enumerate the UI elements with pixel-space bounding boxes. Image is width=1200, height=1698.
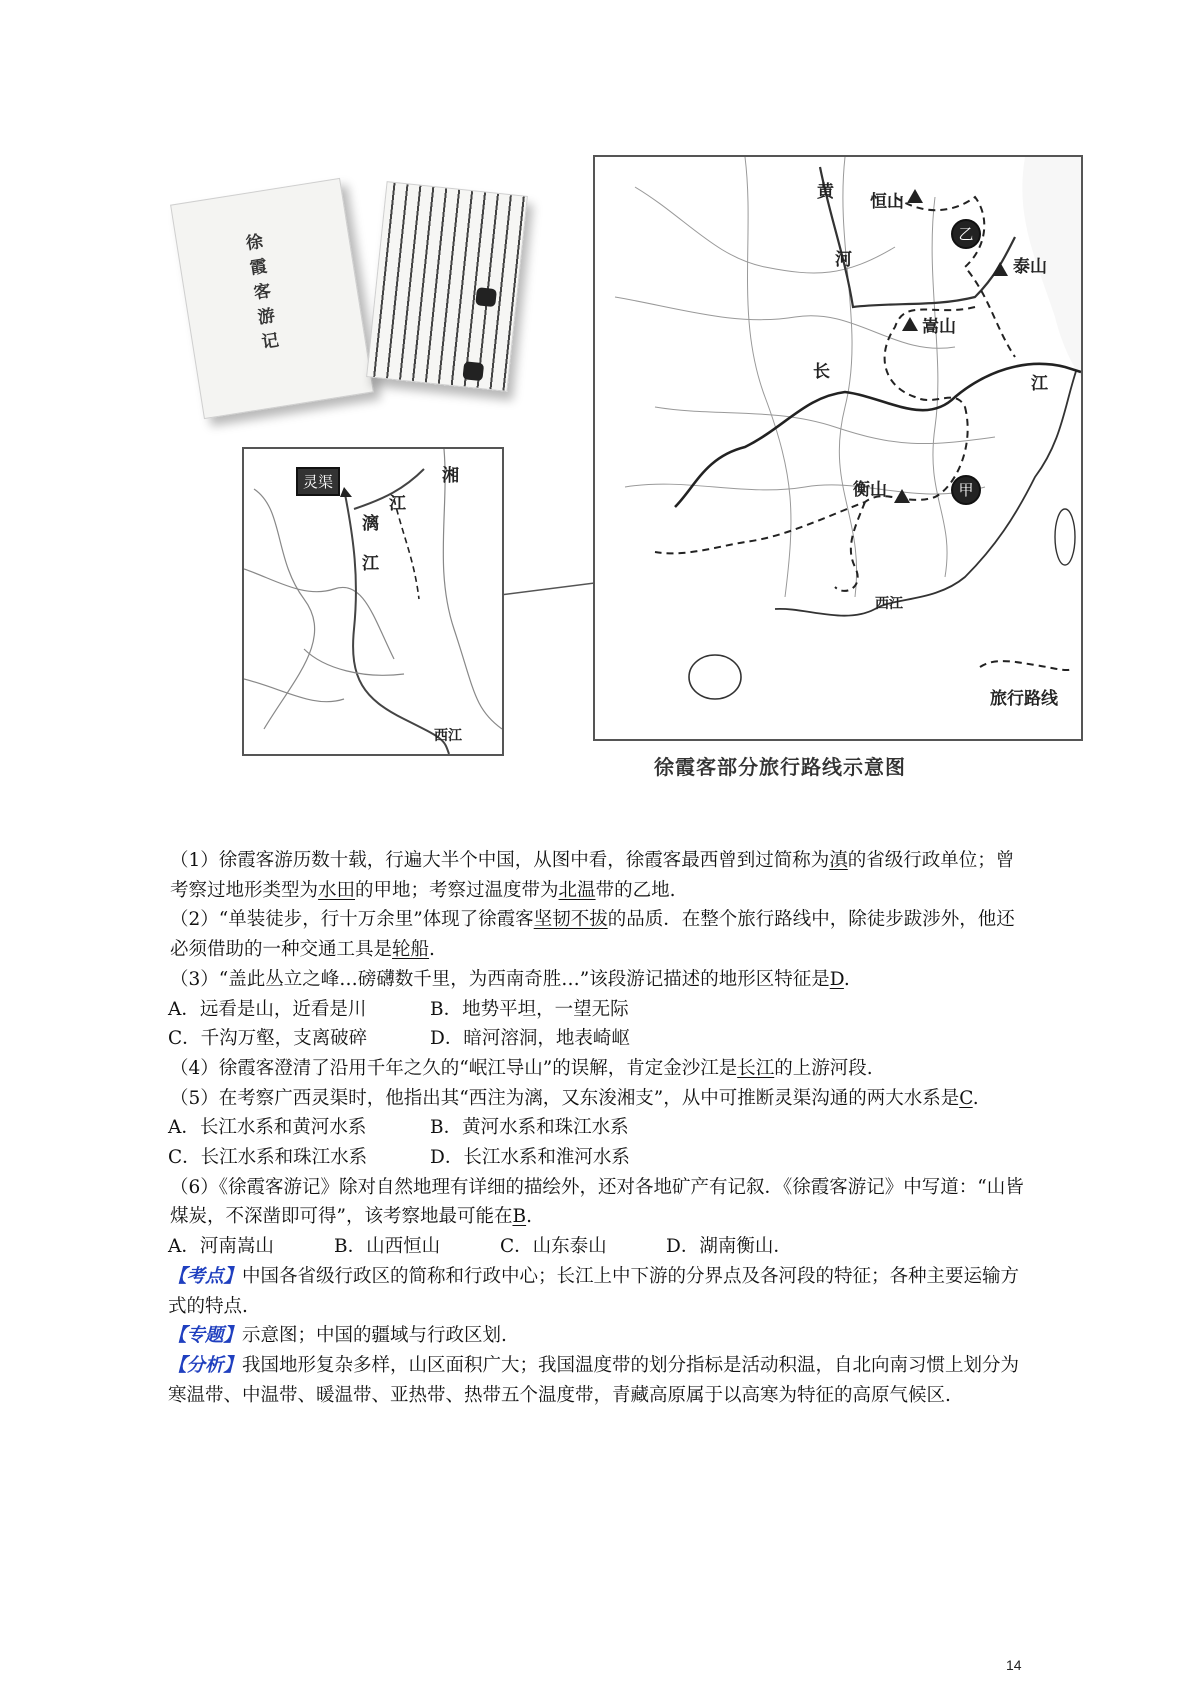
lingqu-inset-map — [242, 447, 504, 756]
q4-text: 的上游河段. — [774, 1057, 873, 1079]
q1-text: 的省级行政单位；曾考察过地形类型为 — [170, 850, 1015, 901]
inset-label-jiang: 江 — [362, 554, 379, 574]
q1-text: （1）徐霞客游历数十载，行遍大半个中国，从图中看，徐霞客最西曾到过简称为 — [170, 850, 830, 871]
map-label-huang: 黄 — [817, 182, 834, 202]
map-label-hengshan-south: 衡山 — [853, 480, 887, 500]
question-4 — [168, 1054, 1028, 1084]
q5-option-b: B．黄河水系和珠江水系 — [430, 1117, 629, 1139]
question-text — [168, 846, 1028, 1410]
q3-text: （3）“盖此丛立之峰…磅礴数千里，为西南奇胜…”该段游记描述的地形区特征是 — [170, 968, 830, 990]
lingqu-label: 灵渠 — [296, 467, 340, 496]
q5-text: . — [972, 1087, 979, 1109]
fenxi-section — [168, 1351, 1028, 1410]
figure-caption: 徐霞客部分旅行路线示意图 — [654, 755, 906, 779]
fenxi-tag: 【分析】 — [168, 1354, 243, 1376]
zhuanti-tag: 【专题】 — [168, 1325, 243, 1347]
inset-rivers — [244, 449, 502, 754]
q6-text: （6）《徐霞客游记》除对自然地理有详细的描绘外，还对各地矿产有记叙．《徐霞客游记》中写道：“山皆煤炭，不深凿即可得”，该考察地最可能在 — [170, 1176, 1024, 1228]
map-label-taishan: 泰山 — [1013, 257, 1047, 277]
zhuanti-section — [168, 1321, 1028, 1351]
kaodian-text: 中国各省级行政区的简称和行政中心；长江上中下游的分界点及各河段的特征；各种主要运输方式的特点. — [168, 1265, 1020, 1317]
q6-option-a: A．河南嵩山 — [168, 1236, 274, 1258]
q4-text: （4）徐霞客澄清了沿用千年之久的“岷江导山”的误解，肯定金沙江是 — [170, 1057, 738, 1079]
q1-text: 带的乙地. — [595, 879, 676, 901]
kaodian-tag: 【考点】 — [168, 1265, 243, 1287]
q3-option-a: A．远看是山，近看是川 — [168, 998, 367, 1020]
q5-options-row — [168, 1143, 1028, 1173]
inset-label-xiang: 湘 — [442, 466, 459, 486]
marker-jia: 甲 — [951, 475, 981, 505]
q2-answer: 坚韧不拔 — [533, 909, 608, 931]
q5-option-d: D．长江水系和淮河水系 — [430, 1147, 630, 1169]
map-label-hengshan-north: 恒山 — [870, 192, 904, 212]
q6-option-b: B．山西恒山 — [334, 1236, 441, 1258]
q5-text: （5）在考察广西灵渠时，他指出其“西注为漓，又东浚湘支”，从中可推断灵渠沟通的两大水系是 — [170, 1087, 960, 1109]
legend-label: 旅行路线 — [990, 689, 1058, 709]
question-1 — [168, 846, 1028, 905]
q1-answer: 北温 — [558, 879, 596, 901]
q1-answer: 水田 — [318, 879, 356, 901]
china-route-map — [593, 155, 1083, 741]
q1-text: 的甲地；考察过温度带为 — [355, 879, 559, 901]
q3-option-c: C．千沟万壑，支离破碎 — [168, 1028, 368, 1050]
inset-label-li: 漓 — [362, 514, 379, 534]
fenxi-text: 我国地形复杂多样，山区面积广大；我国温度带的划分指标是活动积温，自北向南习惯上划分为寒温带、中温带、暖温带、亚热带、热带五个温度带，青藏高原属于以高寒为特征的高原气候区. — [168, 1354, 1020, 1406]
q3-option-b: B．地势平坦，一望无际 — [430, 998, 629, 1020]
q5-options-row — [168, 1113, 1028, 1143]
q2-answer: 轮船 — [392, 939, 430, 961]
map-label-chang: 长 — [813, 362, 830, 382]
q1-answer: 滇 — [829, 850, 848, 871]
q6-options-row — [168, 1232, 1028, 1262]
q6-option-c: C．山东泰山 — [500, 1236, 607, 1258]
map-label-he: 河 — [835, 250, 852, 270]
q6-option-d: D．湖南衡山． — [666, 1236, 792, 1258]
marker-yi: 乙 — [951, 219, 981, 249]
q5-option-a: A．长江水系和黄河水系 — [168, 1117, 367, 1139]
q3-answer: D — [829, 968, 844, 990]
route-figure — [180, 140, 1080, 820]
map-label-songshan: 嵩山 — [922, 317, 956, 337]
q6-text: . — [526, 1206, 532, 1228]
q3-options-row — [168, 995, 1028, 1025]
q4-answer: 长江 — [737, 1057, 775, 1079]
inset-label-jiang: 江 — [389, 494, 406, 514]
q5-option-c: C．长江水系和珠江水系 — [168, 1147, 368, 1169]
map-label-jiang: 江 — [1031, 374, 1048, 394]
q2-text: 的品质．在整个旅行路线中，除徒步跋涉外，他还必须借助的一种交通工具是 — [170, 909, 1015, 961]
q3-options-row — [168, 1024, 1028, 1054]
map-label-xijiang: 西江 — [875, 596, 903, 612]
question-5 — [168, 1084, 1028, 1114]
q2-text: （2）“单装徒步，行十万余里”体现了徐霞客 — [170, 909, 534, 931]
question-3 — [168, 965, 1028, 995]
q6-answer: B — [512, 1206, 527, 1228]
question-6 — [168, 1173, 1028, 1232]
kaodian-section — [168, 1262, 1028, 1321]
inset-label-xijiang: 西江 — [434, 728, 462, 744]
page-number: 14 — [1006, 1657, 1022, 1673]
question-2 — [168, 905, 1028, 964]
q3-option-d: D．暗河溶洞，地表崎岖 — [430, 1028, 630, 1050]
q3-text: . — [843, 968, 850, 990]
zhuanti-text: 示意图；中国的疆域与行政区划. — [242, 1325, 507, 1347]
book-title: 徐霞客游记 — [240, 231, 281, 359]
q2-text: . — [429, 939, 435, 961]
q5-answer: C — [959, 1087, 973, 1109]
